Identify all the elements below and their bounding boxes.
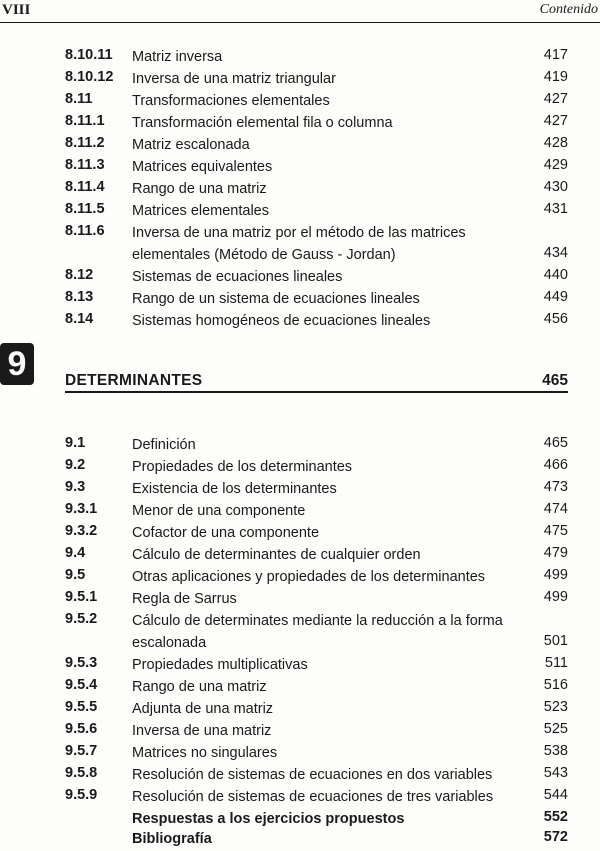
- toc-entry-title: Propiedades de los determinantes: [132, 459, 353, 475]
- toc-entry-page: 544: [543, 787, 568, 803]
- toc-entry-page: 475: [543, 523, 568, 539]
- toc-entry-page: 417: [543, 47, 568, 63]
- toc-entry-page: 427: [543, 91, 568, 107]
- toc-entry-number: 8.11: [65, 91, 93, 107]
- toc-entry-number: 8.10.12: [65, 69, 114, 85]
- toc-entry-title: Otras aplicaciones y propiedades de los determinantes: [132, 569, 486, 585]
- toc-entry-title: Cálculo de determinantes de cualquier orden: [132, 547, 421, 563]
- page-header: [0, 0, 600, 22]
- toc-entry-title: Respuestas a los ejercicios propuestos: [132, 811, 405, 827]
- toc-entry-title: Transformación elemental fila o columna: [132, 115, 393, 131]
- toc-entry-number: 8.11.1: [65, 113, 105, 129]
- toc-entry-title: Cofactor de una componente: [132, 525, 320, 541]
- toc-entry-number: 8.10.11: [65, 47, 113, 63]
- toc-entry-number: 8.11.2: [65, 135, 105, 151]
- toc-entry-number: 9.3.1: [65, 501, 98, 517]
- toc-entry-title: Inversa de una matriz: [132, 723, 272, 739]
- toc-entry-page: 516: [543, 677, 568, 693]
- toc-entry-number: 9.5.6: [65, 721, 98, 737]
- toc-entry-number: 9.5.3: [65, 655, 98, 671]
- toc-entry-title: Resolución de sistemas de ecuaciones en dos variables: [132, 767, 493, 783]
- toc-entry-title: Rango de una matriz: [132, 181, 267, 197]
- chapter-number-badge: 9: [0, 343, 34, 385]
- toc-entry-title: Sistemas homogéneos de ecuaciones lineales: [132, 313, 431, 329]
- toc-entry-number: 9.5.5: [65, 699, 98, 715]
- toc-entry-title: Matriz inversa: [132, 49, 223, 65]
- toc-entry-title: Transformaciones elementales: [132, 93, 330, 109]
- toc-entry-number: 9.5.1: [65, 589, 98, 605]
- toc-entry-title-line2: escalonada: [132, 635, 207, 651]
- toc-entry-page: 419: [543, 69, 568, 85]
- toc-entry-number: 8.14: [65, 311, 94, 327]
- toc-entry-title: Menor de una componente: [132, 503, 306, 519]
- toc-entry-title: Matrices no singulares: [132, 745, 278, 761]
- toc-entry-page: 525: [543, 721, 568, 737]
- toc-entry-page: 538: [543, 743, 568, 759]
- toc-entry-number: 9.5.8: [65, 765, 98, 781]
- running-title: Contenido: [539, 2, 598, 17]
- toc-entry-title: Regla de Sarrus: [132, 591, 237, 607]
- header-rule: [0, 22, 600, 23]
- toc-entry-page: 473: [543, 479, 568, 495]
- toc-entry-title-line1: Inversa de una matriz por el método de las matrices: [132, 225, 466, 241]
- toc-entry-page: 427: [543, 113, 568, 129]
- toc-entry-page: 431: [543, 201, 568, 217]
- toc-entry-title: Rango de una matriz: [132, 679, 267, 695]
- toc-entry-number: 9.2: [65, 457, 86, 473]
- toc-entry-number: 8.11.6: [65, 223, 105, 239]
- page-number: VIII: [2, 2, 31, 18]
- chapter-rule: [65, 391, 568, 393]
- toc-entry-page: 434: [543, 245, 568, 261]
- toc-entry-number: 9.3: [65, 479, 86, 495]
- toc-entry-page: 511: [544, 655, 568, 671]
- chapter-title: DETERMINANTES: [65, 372, 203, 389]
- toc-entry-number: 9.5.9: [65, 787, 98, 803]
- toc-entry-page: 428: [543, 135, 568, 151]
- toc-entry-page: 499: [543, 589, 568, 605]
- toc-entry-title: Adjunta de una matriz: [132, 701, 274, 717]
- toc-entry-number: 9.5.4: [65, 677, 98, 693]
- toc-entry-title: Matrices elementales: [132, 203, 269, 219]
- toc-entry-page: 523: [543, 699, 568, 715]
- toc-entry-page: 465: [543, 435, 568, 451]
- toc-entry-page: 449: [543, 289, 568, 305]
- toc-entry-page: 543: [543, 765, 568, 781]
- toc-entry-number: 9.5.7: [65, 743, 98, 759]
- toc-entry-number: 8.11.3: [65, 157, 105, 173]
- toc-entry-number: 8.11.5: [65, 201, 105, 217]
- toc-entry-page: 429: [543, 157, 568, 173]
- toc-entry-title: Definición: [132, 437, 196, 453]
- toc-entry-title: Resolución de sistemas de ecuaciones de tres variables: [132, 789, 494, 805]
- toc-entry-page: 440: [543, 267, 568, 283]
- toc-entry-page: 501: [543, 633, 568, 649]
- toc-entry-number: 9.5: [65, 567, 86, 583]
- toc-entry-title-line1: Cálculo de determinates mediante la reducción a la forma: [132, 613, 503, 629]
- toc-entry-title: Matriz escalonada: [132, 137, 250, 153]
- toc-entry-title: Propiedades multiplicativas: [132, 657, 308, 673]
- toc-entry-number: 8.12: [65, 267, 94, 283]
- toc-entry-title: Inversa de una matriz triangular: [132, 71, 336, 87]
- toc-entry-title: Existencia de los determinantes: [132, 481, 337, 497]
- toc-entry-page: 572: [543, 829, 568, 845]
- toc-entry-page: 430: [543, 179, 568, 195]
- toc-entry-number: 9.5.2: [65, 611, 98, 627]
- toc-entry-page: 474: [543, 501, 568, 517]
- toc-entry-number: 9.1: [65, 435, 86, 451]
- toc-entry-title: Bibliografía: [132, 831, 212, 847]
- toc-entry-page: 456: [543, 311, 568, 327]
- toc-entry-title: Matrices equivalentes: [132, 159, 273, 175]
- toc-entry-title: Rango de un sistema de ecuaciones lineales: [132, 291, 420, 307]
- toc-entry-title-line2: elementales (Método de Gauss - Jordan): [132, 247, 396, 263]
- toc-entry-number: 8.11.4: [65, 179, 105, 195]
- toc-entry-page: 479: [543, 545, 568, 561]
- toc-entry-page: 499: [543, 567, 568, 583]
- toc-entry-page: 552: [543, 809, 568, 825]
- chapter-page: 465: [542, 372, 568, 389]
- toc-entry-number: 9.4: [65, 545, 86, 561]
- toc-entry-number: 8.13: [65, 289, 94, 305]
- toc-entry-title: Sistemas de ecuaciones lineales: [132, 269, 343, 285]
- toc-entry-number: 9.3.2: [65, 523, 98, 539]
- toc-entry-page: 466: [543, 457, 568, 473]
